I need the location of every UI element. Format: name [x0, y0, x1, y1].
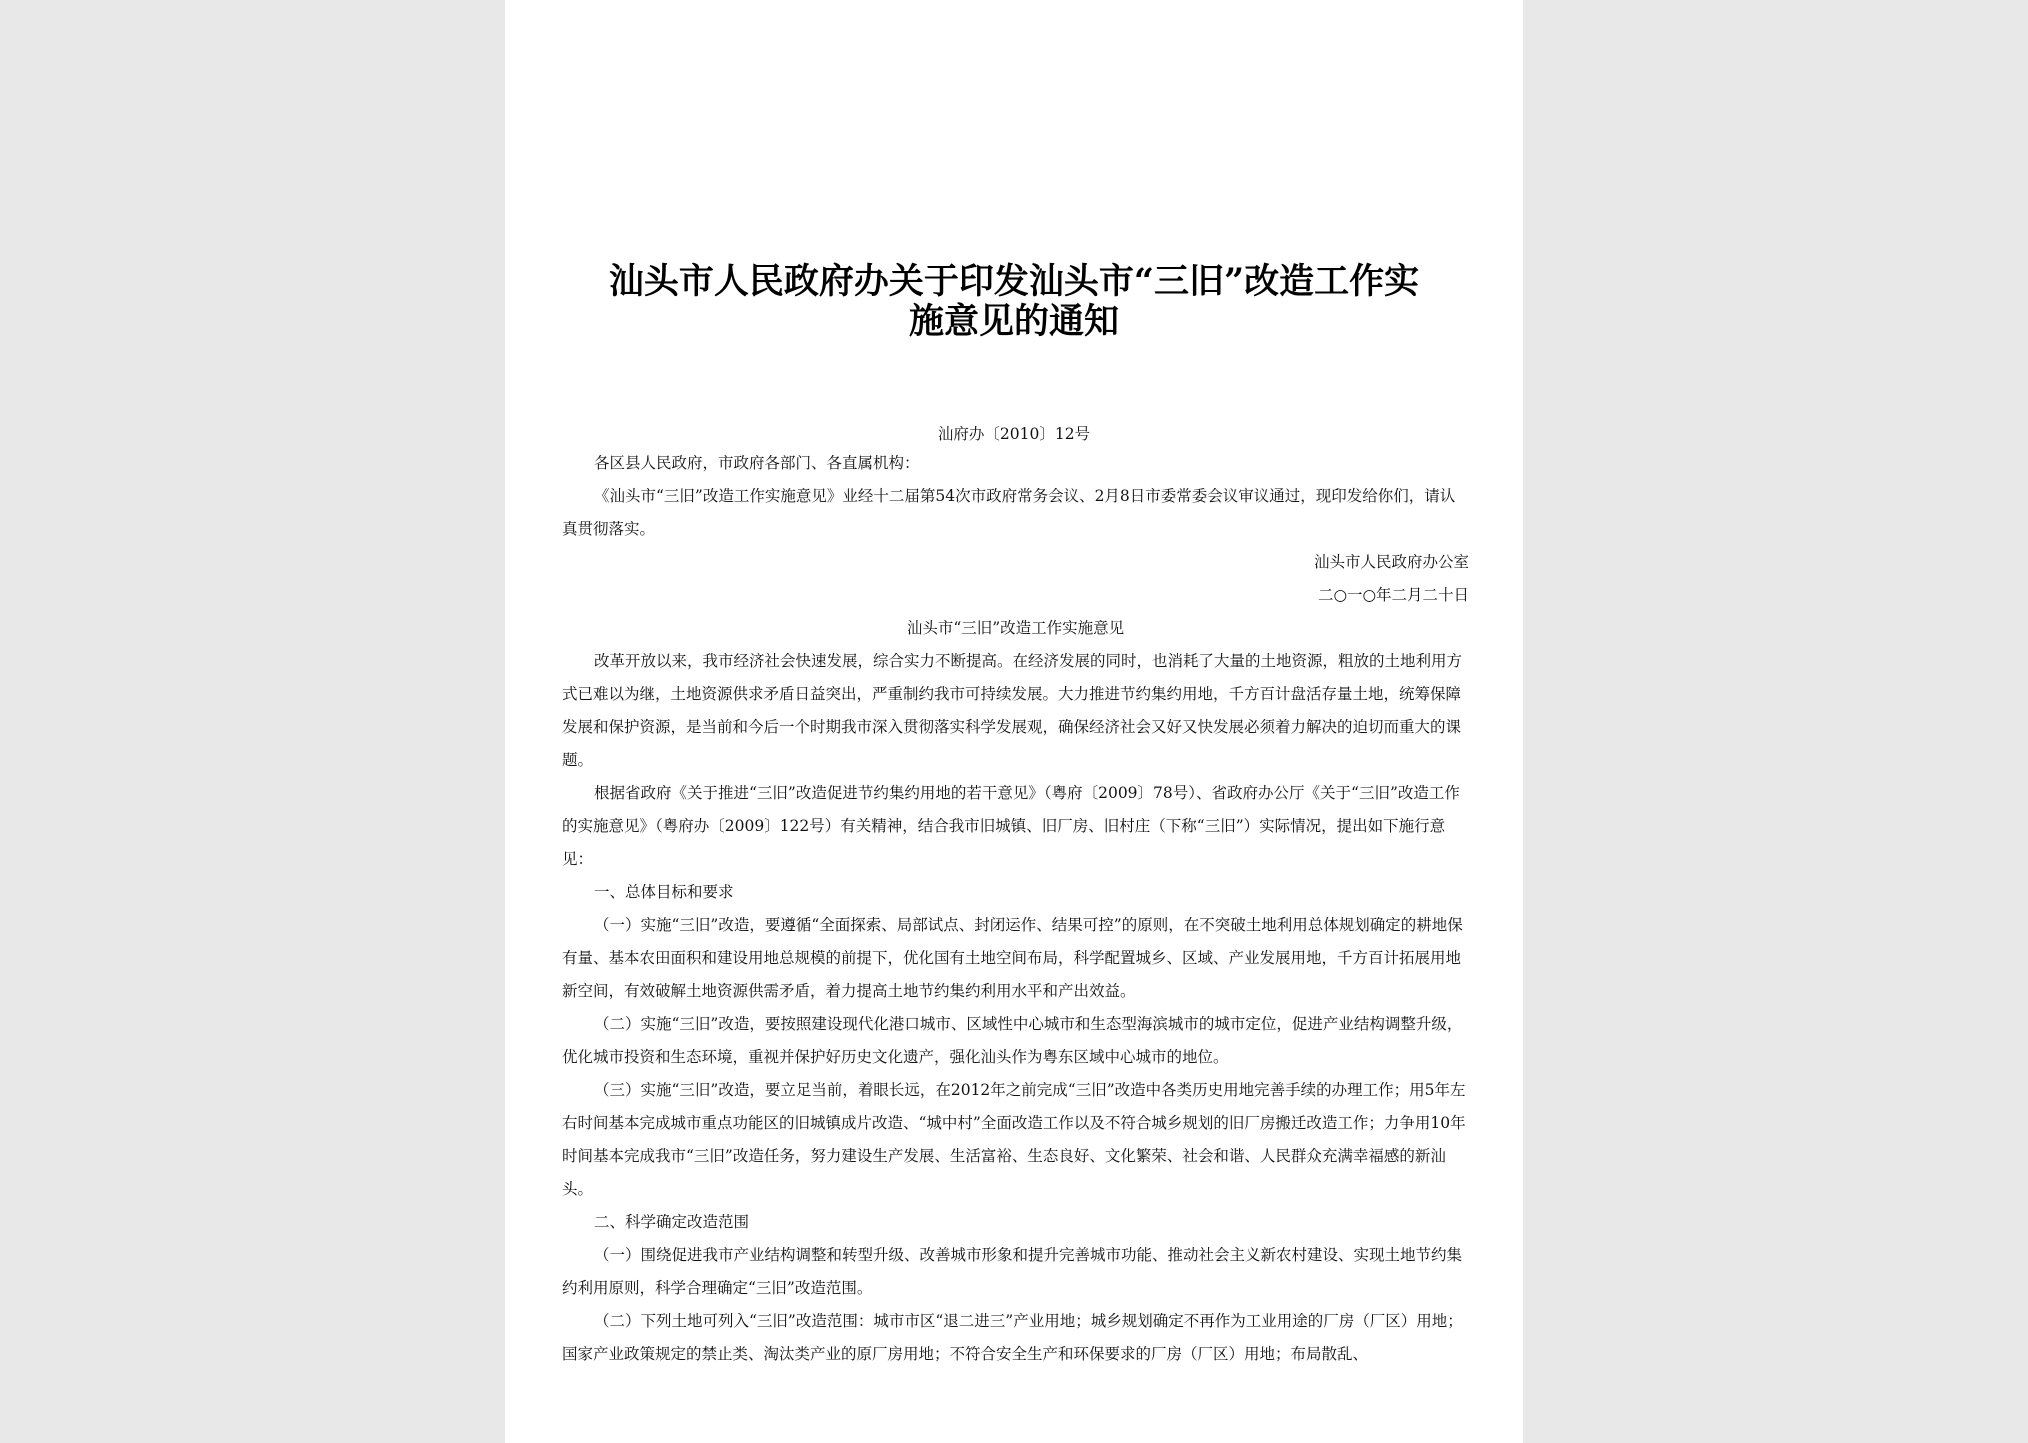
document-page [505, 0, 1523, 1443]
paragraph: （二）实施“三旧”改造，要按照建设现代化港口城市、区域性中心城市和生态型海滨城市的城市定位，促进产业结构调整升级，优化城市投资和生态环境，重视并保护好历史文化遗产，强化汕头作为粤东区域中心城市的地位。 [562, 1015, 1463, 1066]
paragraph: 改革开放以来，我市经济社会快速发展，综合实力不断提高。在经济发展的同时，也消耗了大量的土地资源，粗放的土地利用方式已难以为继，土地资源供求矛盾日益突出，严重制约我市可持续发展。大力推进节约集约用地，千方百计盘活存量土地，统筹保障发展和保护资源，是当前和今后一个时期我市深入贯彻落实科学发展观，确保经济社会又好又快发展必须着力解决的迫切而重大的课题。 [562, 652, 1463, 769]
salutation: 各区县人民政府，市政府各部门、各直属机构： [594, 454, 920, 472]
section-heading: 二、科学确定改造范围 [594, 1213, 750, 1231]
document-body [562, 447, 1469, 1371]
attachment-title: 汕头市“三旧”改造工作实施意见 [906, 619, 1125, 637]
paragraph: （三）实施“三旧”改造，要立足当前，着眼长远，在2012年之前完成“三旧”改造中各类历史用地完善手续的办理工作；用5年左右时间基本完成城市重点功能区的旧城镇成片改造、“城中村”全面改造工作以及不符合城乡规划的旧厂房搬迁改造工作；力争用10年时间基本完成我市“三旧”改造任务，努力建设生产发展、生活富裕、生态良好、文化繁荣、社会和谐、人民群众充满幸福感的新汕头。 [562, 1081, 1466, 1198]
paragraph: （一）实施“三旧”改造，要遵循“全面探索、局部试点、封闭运作、结果可控”的原则，在不突破土地利用总体规划确定的耕地保有量、基本农田面积和建设用地总规模的前提下，优化国有土地空间布局，科学配置城乡、区域、产业发展用地，千方百计拓展用地新空间，有效破解土地资源供需矛盾，着力提高土地节约集约利用水平和产出效益。 [562, 916, 1463, 1000]
document-number: 汕府办〔2010〕12号 [937, 425, 1091, 443]
section-heading: 一、总体目标和要求 [594, 883, 734, 901]
issuer: 汕头市人民政府办公室 [1313, 553, 1469, 571]
title-line-2: 施意见的通知 [908, 301, 1119, 342]
paragraph: （二）下列土地可列入“三旧”改造范围：城市市区“退二进三”产业用地；城乡规划确定不再作为工业用途的厂房（厂区）用地；国家产业政策规定的禁止类、淘汰类产业的原厂房用地；不符合安全生产和环保要求的厂房（厂区）用地；布局散乱、 [562, 1312, 1463, 1363]
intro-paragraph: 《汕头市“三旧”改造工作实施意见》业经十二届第54次市政府常务会议、2月8日市委常委会议审议通过，现印发给你们，请认真贯彻落实。 [562, 487, 1456, 538]
paragraph: 根据省政府《关于推进“三旧”改造促进节约集约用地的若干意见》（粤府〔2009〕78号）、省政府办公厅《关于“三旧”改造工作的实施意见》（粤府办〔2009〕122号）有关精神，结合我市旧城镇、旧厂房、旧村庄（下称“三旧”）实际情况，提出如下施行意见： [562, 784, 1460, 868]
paragraph: （一）围绕促进我市产业结构调整和转型升级、改善城市形象和提升完善城市功能、推动社会主义新农村建设、实现土地节约集约利用原则，科学合理确定“三旧”改造范围。 [562, 1246, 1463, 1297]
document-title [505, 262, 1523, 342]
title-line-1: 汕头市人民政府办关于印发汕头市“三旧”改造工作实 [608, 261, 1420, 302]
issue-date: 二○一○年二月二十日 [1317, 586, 1469, 604]
